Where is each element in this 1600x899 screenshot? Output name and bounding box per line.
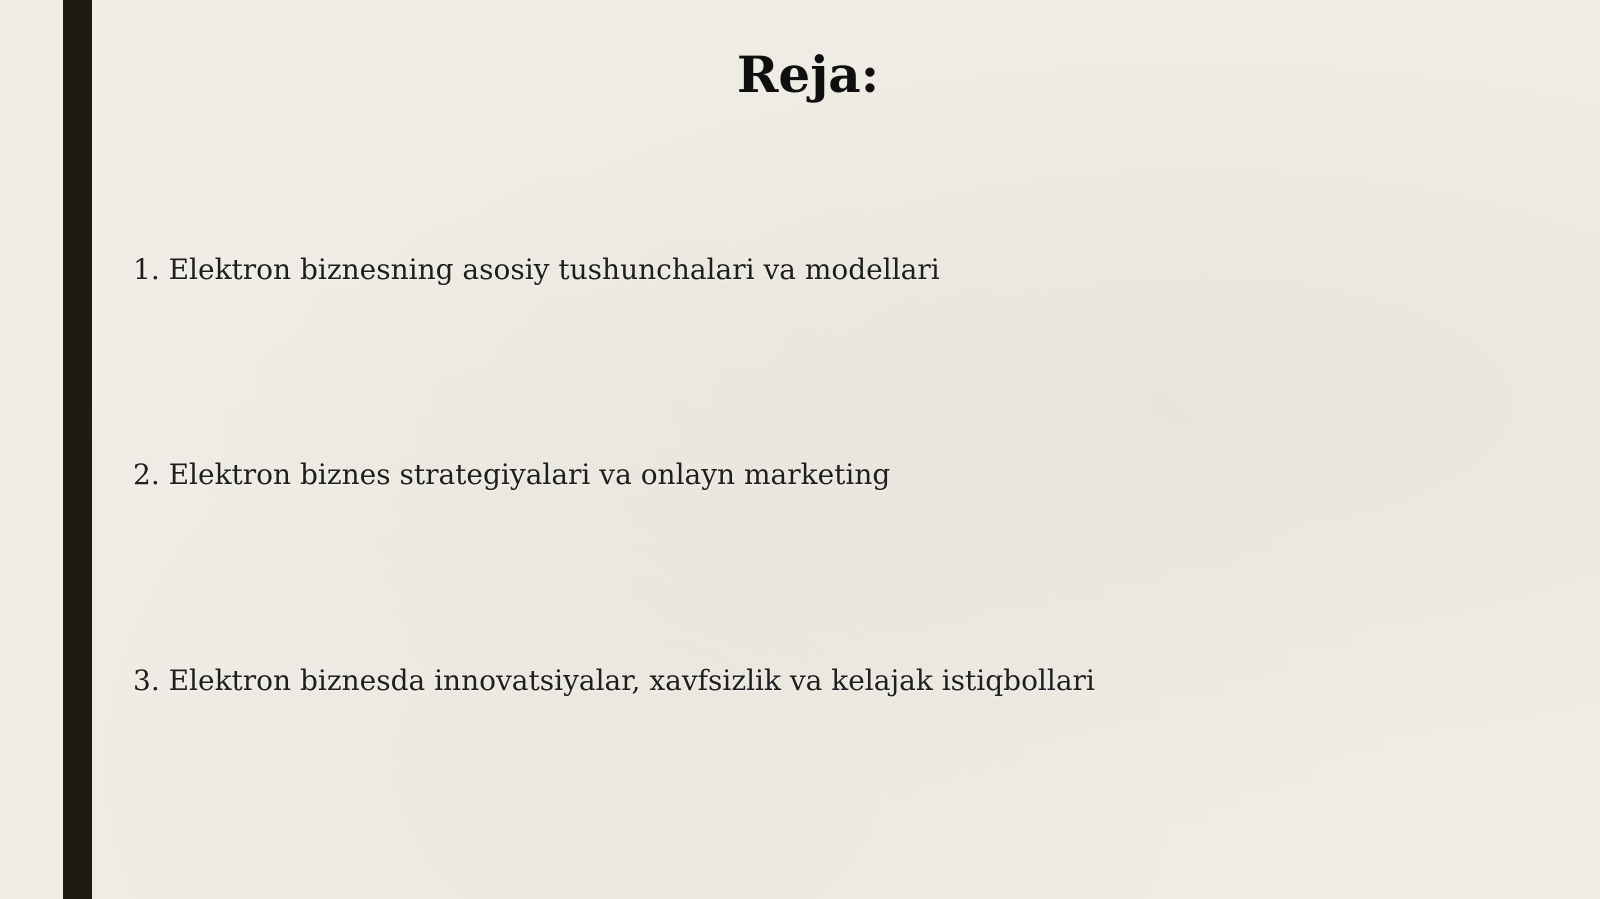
slide-title: Reja: [736,45,880,104]
plan-item-1: 1. Elektron biznesning asosiy tushunchalari va modellari [133,253,940,286]
plan-item-2: 2. Elektron biznes strategiyalari va onlayn marketing [133,458,891,491]
plan-item-3: 3. Elektron biznesda innovatsiyalar, xavfsizlik va kelajak istiqbollari [133,664,1095,697]
accent-bar [63,0,92,899]
